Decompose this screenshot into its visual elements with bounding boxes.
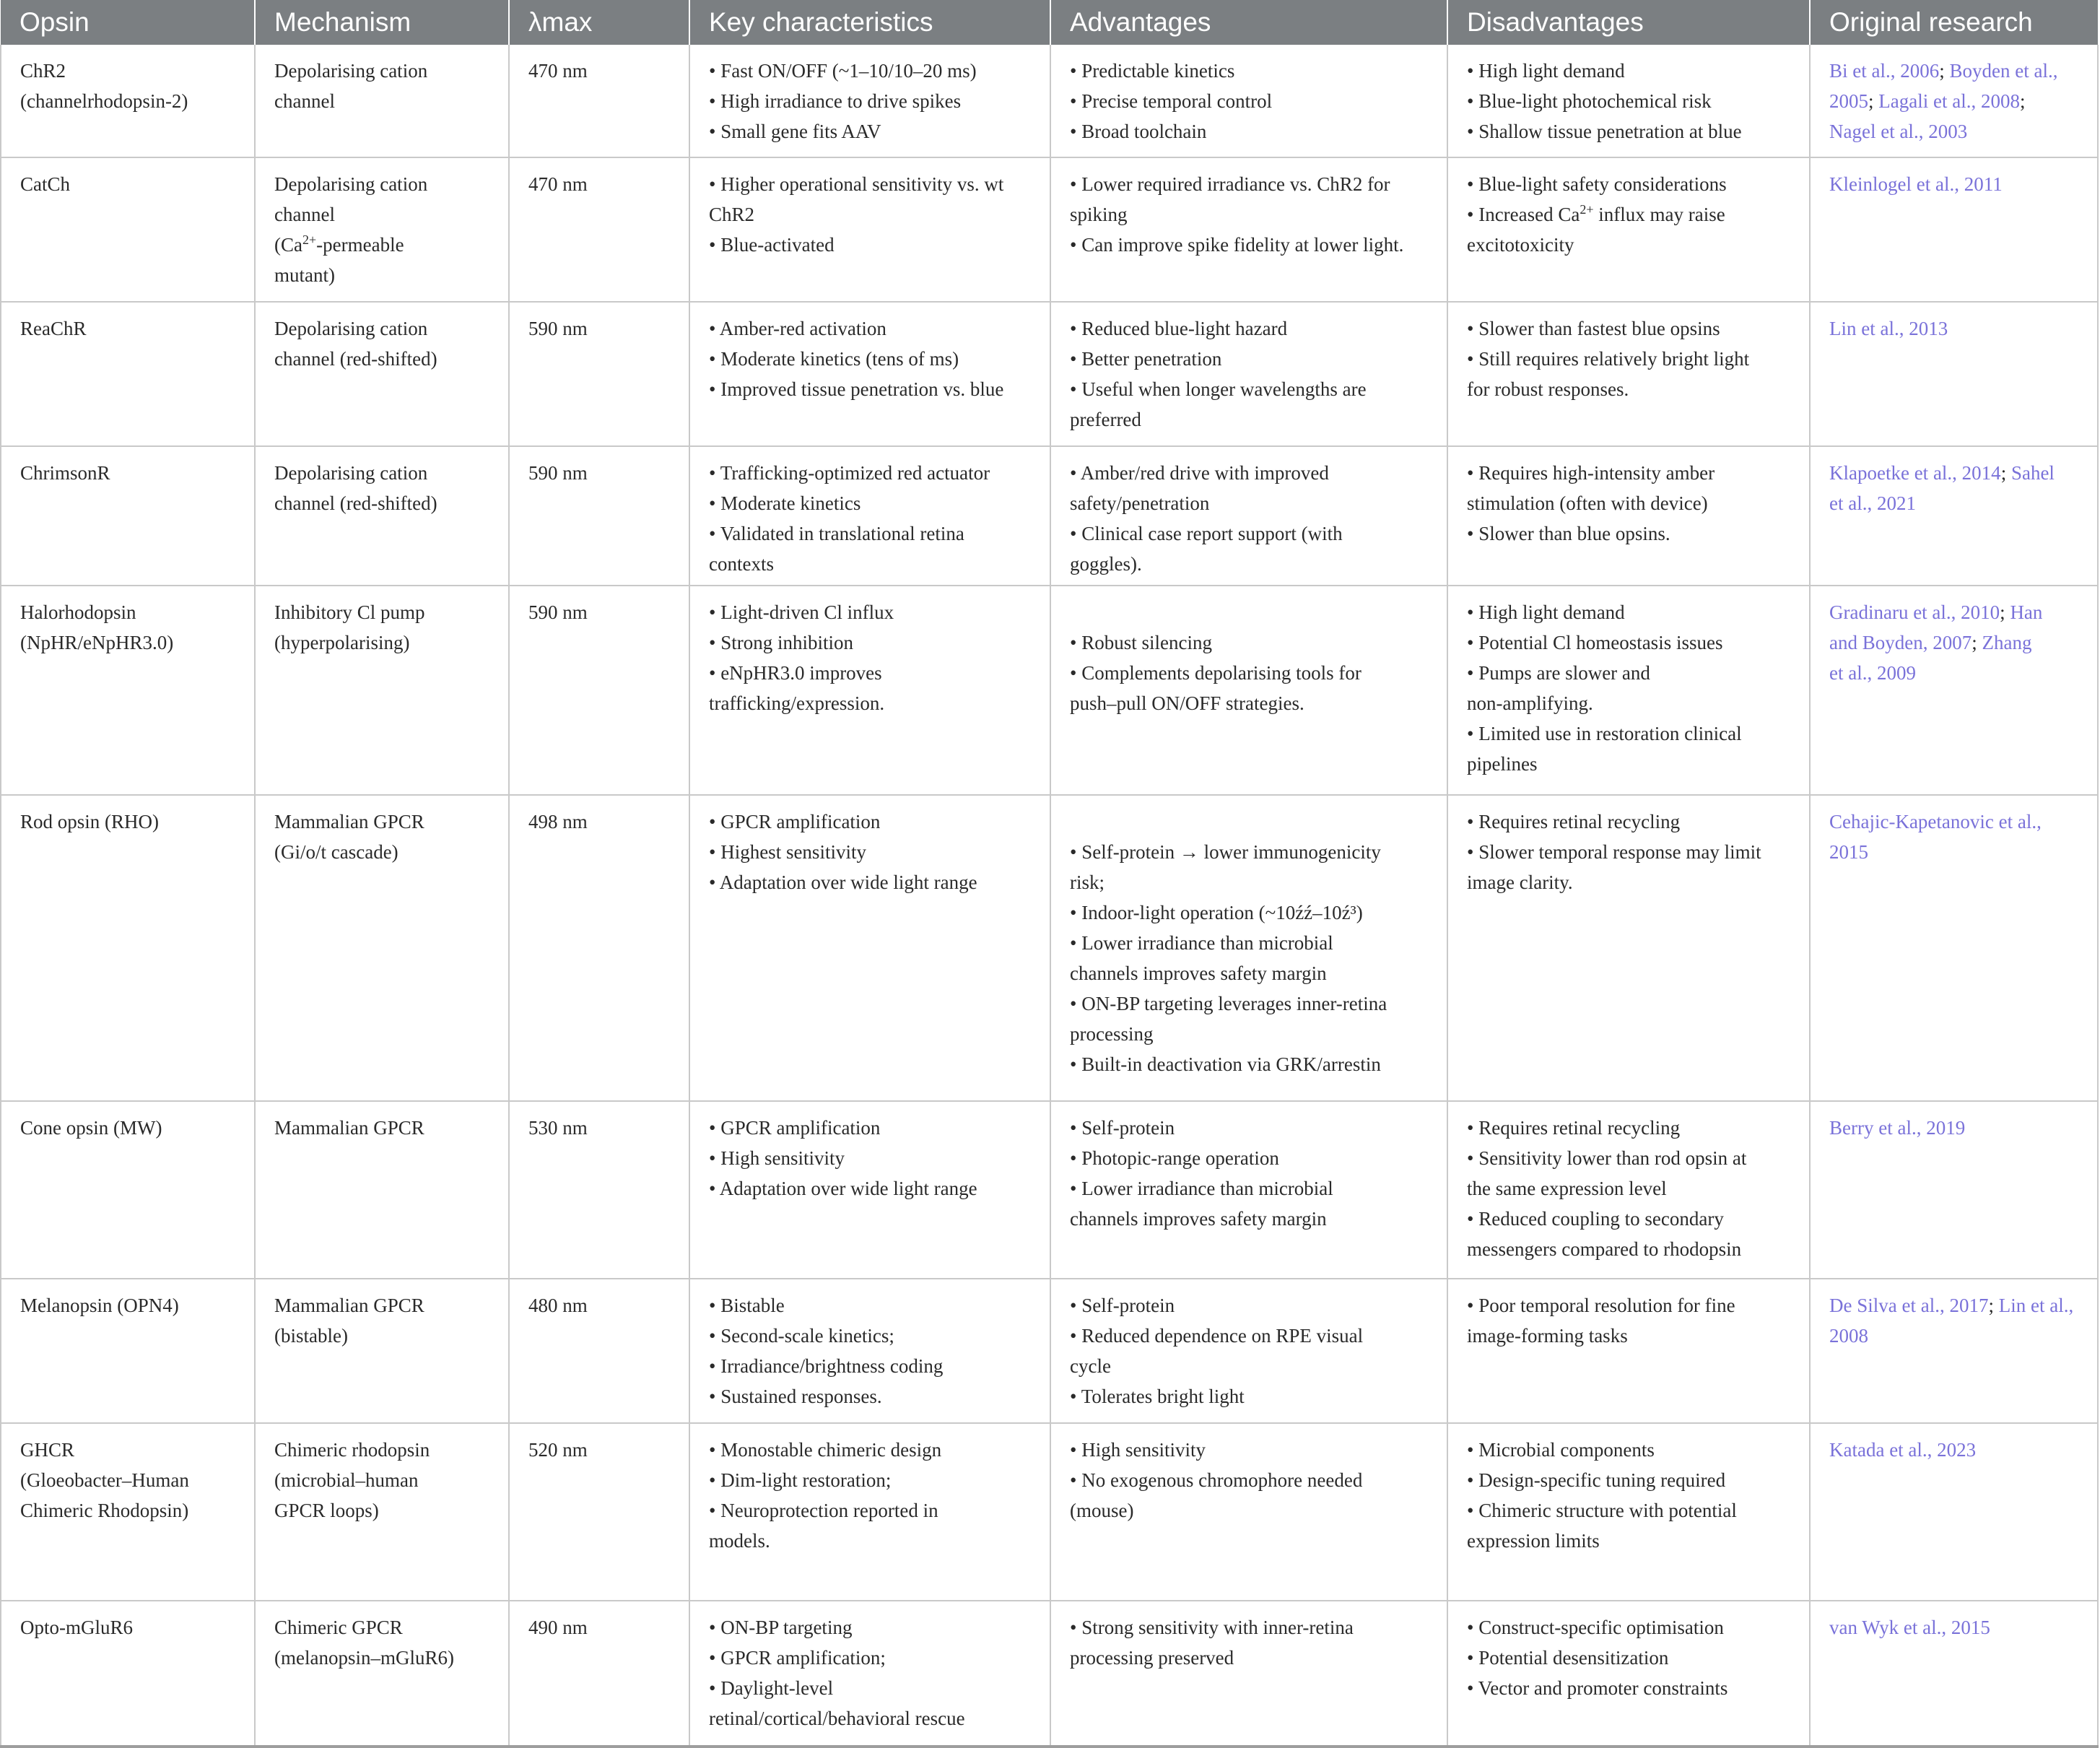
opsin-cell-line: (Gloeobacter–Human <box>20 1469 189 1491</box>
advantages-cell-line: • Strong sensitivity with inner-retina <box>1070 1617 1354 1638</box>
opsin-cell-line: ReaChR <box>20 318 87 339</box>
disadvantages-cell <box>1447 1423 1810 1601</box>
advantages-cell-line: • Complements depolarising tools for <box>1070 662 1361 684</box>
mechanism-cell <box>255 1423 509 1601</box>
advantages-cell-line: • Better penetration <box>1070 348 1222 370</box>
table-header <box>1 0 2098 45</box>
disadvantages-cell-line: • Blue-light photochemical risk <box>1467 90 1712 112</box>
reference-link[interactable]: Lin et al., <box>1998 1295 2074 1316</box>
lambda-max-cell: 530 nm <box>509 1101 689 1279</box>
original-research-cell <box>1810 1423 2098 1601</box>
key-characteristics-cell-line: • Neuroprotection reported in <box>709 1500 938 1521</box>
mechanism-cell <box>255 795 509 1101</box>
disadvantages-cell-line: • High light demand <box>1467 601 1625 623</box>
reference-link[interactable]: De Silva et al., 2017 <box>1829 1295 1989 1316</box>
column-header-key-characteristics: Key characteristics <box>689 0 1050 45</box>
key-characteristics-cell-line: • Strong inhibition <box>709 632 853 653</box>
advantages-cell-line: • Photopic-range operation <box>1070 1147 1279 1169</box>
key-characteristics-cell-line: • GPCR amplification; <box>709 1647 886 1669</box>
key-characteristics-cell <box>689 446 1050 586</box>
opsin-cell-line: (channelrhodopsin-2) <box>20 90 188 112</box>
disadvantages-cell-line: • Limited use in restoration clinical <box>1467 723 1742 744</box>
advantages-cell-line: spiking <box>1070 204 1128 225</box>
advantages-cell-line: • Tolerates bright light <box>1070 1386 1245 1407</box>
mechanism-cell <box>255 157 509 302</box>
advantages-cell <box>1050 1601 1447 1747</box>
reference-line <box>1829 56 2087 86</box>
reference-link[interactable]: Klapoetke et al., 2014 <box>1829 462 2001 484</box>
disadvantages-cell-line: for robust responses. <box>1467 378 1629 400</box>
opsin-cell-line: (NpHR/eNpHR3.0) <box>20 632 174 653</box>
reference-line <box>1829 658 2087 688</box>
opsin-cell-line: GHCR <box>20 1439 75 1461</box>
key-characteristics-cell-line: • Moderate kinetics <box>709 492 861 514</box>
column-header-disadvantages: Disadvantages <box>1447 0 1810 45</box>
reference-line <box>1829 806 2087 837</box>
disadvantages-cell <box>1447 586 1810 795</box>
disadvantages-cell-line: • High light demand <box>1467 60 1625 82</box>
advantages-cell <box>1050 45 1447 157</box>
mechanism-cell <box>255 1601 509 1747</box>
mechanism-cell-line: channel (red-shifted) <box>274 348 437 370</box>
reference-link[interactable]: et al., 2009 <box>1829 662 1916 684</box>
advantages-cell-line: preferred <box>1070 409 1141 430</box>
opsin-cell <box>1 1101 255 1279</box>
opsin-cell <box>1 1279 255 1423</box>
column-header-mechanism: Mechanism <box>255 0 509 45</box>
advantages-cell <box>1050 1423 1447 1601</box>
disadvantages-cell <box>1447 446 1810 586</box>
reference-separator: ; <box>1939 60 1950 82</box>
reference-link[interactable]: 2008 <box>1829 1325 1868 1347</box>
cell-spacer <box>1070 597 1437 627</box>
advantages-cell <box>1050 1101 1447 1279</box>
mechanism-cell-line: mutant) <box>274 264 335 286</box>
table-row <box>1 1279 2098 1423</box>
mechanism-cell-line: Depolarising cation <box>274 318 428 339</box>
mechanism-cell-line: channel <box>274 204 335 225</box>
advantages-cell-line: risk; <box>1070 871 1105 893</box>
key-characteristics-cell-line: • Dim-light restoration; <box>709 1469 892 1491</box>
disadvantages-cell-line: • Construct-specific optimisation <box>1467 1617 1724 1638</box>
disadvantages-cell-line: image clarity. <box>1467 871 1573 893</box>
mechanism-cell-line: channel (red-shifted) <box>274 492 437 514</box>
table-row <box>1 586 2098 795</box>
table-row <box>1 157 2098 302</box>
reference-link[interactable]: Boyden et al., <box>1949 60 2058 82</box>
opsin-cell <box>1 1601 255 1747</box>
original-research-cell <box>1810 1101 2098 1279</box>
reference-separator: ; <box>2000 601 2010 623</box>
column-header-original-research: Original research <box>1810 0 2098 45</box>
opsin-cell-line: Rod opsin (RHO) <box>20 811 160 832</box>
mechanism-cell-line: Mammalian GPCR <box>274 811 424 832</box>
reference-separator: ; <box>2000 462 2011 484</box>
disadvantages-cell-line: • Chimeric structure with potential <box>1467 1500 1737 1521</box>
reference-link[interactable]: Kleinlogel et al., 2011 <box>1829 173 2003 195</box>
reference-link[interactable]: Sahel <box>2010 462 2055 484</box>
advantages-cell-line: processing preserved <box>1070 1647 1234 1669</box>
advantages-cell-line: channels improves safety margin <box>1070 962 1327 984</box>
opsin-cell-line: ChR2 <box>20 60 66 82</box>
disadvantages-cell-line: • Still requires relatively bright light <box>1467 348 1750 370</box>
key-characteristics-cell-line: • Bistable <box>709 1295 785 1316</box>
disadvantages-cell-line: • Slower temporal response may limit <box>1467 841 1761 863</box>
reference-link[interactable]: Han <box>2010 601 2043 623</box>
advantages-cell-line: • Useful when longer wavelengths are <box>1070 378 1367 400</box>
key-characteristics-cell-line: • High irradiance to drive spikes <box>709 90 962 112</box>
key-characteristics-cell <box>689 1101 1050 1279</box>
reference-line <box>1829 1290 2087 1321</box>
advantages-cell-line: • No exogenous chromophore needed <box>1070 1469 1363 1491</box>
advantages-cell-line: • Precise temporal control <box>1070 90 1273 112</box>
advantages-cell-line: processing <box>1070 1023 1154 1045</box>
advantages-cell <box>1050 157 1447 302</box>
mechanism-cell-line: GPCR loops) <box>274 1500 379 1521</box>
advantages-cell-line: • Indoor-light operation (~10źź–10ź³) <box>1070 902 1363 923</box>
reference-link[interactable]: and Boyden, 2007 <box>1829 632 1972 653</box>
reference-link[interactable]: Lin et al., 2013 <box>1829 318 1948 339</box>
advantages-cell-line: channels improves safety margin <box>1070 1208 1327 1230</box>
key-characteristics-cell-line: • Second-scale kinetics; <box>709 1325 894 1347</box>
advantages-cell <box>1050 1279 1447 1423</box>
reference-separator: ; <box>1988 1295 1999 1316</box>
mechanism-cell-line: (bistable) <box>274 1325 348 1347</box>
key-characteristics-cell-line: • Fast ON/OFF (~1–10/10–20 ms) <box>709 60 977 82</box>
opsin-cell <box>1 1423 255 1601</box>
column-header-lambda-max: λmax <box>509 0 689 45</box>
original-research-cell <box>1810 1601 2098 1747</box>
reference-link[interactable]: 2005 <box>1829 90 1868 112</box>
key-characteristics-cell-line: • Monostable chimeric design <box>709 1439 942 1461</box>
key-characteristics-cell-line: • ON-BP targeting <box>709 1617 853 1638</box>
mechanism-cell <box>255 446 509 586</box>
key-characteristics-cell <box>689 302 1050 446</box>
disadvantages-cell-line: • Microbial components <box>1467 1439 1655 1461</box>
advantages-cell-line: • Self-protein → lower immunogenicity <box>1070 841 1381 863</box>
reference-line <box>1829 1435 2087 1465</box>
key-characteristics-cell-line: • Trafficking-optimized red actuator <box>709 462 990 484</box>
reference-line <box>1829 313 2087 344</box>
advantages-cell-line: • Reduced dependence on RPE visual <box>1070 1325 1364 1347</box>
cell-spacer <box>1070 806 1437 837</box>
lambda-max-cell: 470 nm <box>509 45 689 157</box>
reference-link[interactable]: 2015 <box>1829 841 1868 863</box>
disadvantages-cell <box>1447 302 1810 446</box>
key-characteristics-cell <box>689 586 1050 795</box>
key-characteristics-cell-line: • High sensitivity <box>709 1147 845 1169</box>
key-characteristics-cell-line: • eNpHR3.0 improves <box>709 662 882 684</box>
key-characteristics-cell-line: • Highest sensitivity <box>709 841 866 863</box>
key-characteristics-cell <box>689 1279 1050 1423</box>
key-characteristics-cell-line: • Light-driven Cl influx <box>709 601 894 623</box>
reference-link[interactable]: Cehajic-Kapetanovic et al., <box>1829 811 2042 832</box>
advantages-cell-line: • Can improve spike fidelity at lower light. <box>1070 234 1404 256</box>
advantages-cell-line: • Lower irradiance than microbial <box>1070 932 1333 954</box>
opsin-cell-line: Halorhodopsin <box>20 601 136 623</box>
disadvantages-cell-line: • Design-specific tuning required <box>1467 1469 1726 1491</box>
original-research-cell <box>1810 45 2098 157</box>
advantages-cell-line: • Clinical case report support (with <box>1070 523 1343 544</box>
key-characteristics-cell <box>689 45 1050 157</box>
key-characteristics-cell-line: • Amber-red activation <box>709 318 886 339</box>
mechanism-cell-line: Depolarising cation <box>274 60 428 82</box>
mechanism-cell-line: Depolarising cation <box>274 462 428 484</box>
disadvantages-cell-line: • Slower than fastest blue opsins <box>1467 318 1720 339</box>
table-row <box>1 795 2098 1101</box>
opsin-cell-line: Opto-mGluR6 <box>20 1617 134 1638</box>
opsin-cell <box>1 446 255 586</box>
header-row <box>1 0 2098 45</box>
key-characteristics-cell <box>689 795 1050 1101</box>
disadvantages-cell-line: • Shallow tissue penetration at blue <box>1467 121 1742 142</box>
mechanism-cell <box>255 1101 509 1279</box>
key-characteristics-cell-line: contexts <box>709 553 774 575</box>
key-characteristics-cell-line: • Adaptation over wide light range <box>709 871 977 893</box>
opsin-cell-line: Cone opsin (MW) <box>20 1117 162 1139</box>
opsin-cell-line: Melanopsin (OPN4) <box>20 1295 179 1316</box>
mechanism-cell-line: (melanopsin–mGluR6) <box>274 1647 454 1669</box>
advantages-cell-line: • Amber/red drive with improved <box>1070 462 1329 484</box>
key-characteristics-cell-line: • Improved tissue penetration vs. blue <box>709 378 1004 400</box>
advantages-cell <box>1050 795 1447 1101</box>
advantages-cell-line: goggles). <box>1070 553 1142 575</box>
advantages-cell-line: (mouse) <box>1070 1500 1134 1521</box>
advantages-cell-line: • Robust silencing <box>1070 632 1212 653</box>
reference-separator: ; <box>1972 632 1982 653</box>
key-characteristics-cell-line: • Moderate kinetics (tens of ms) <box>709 348 959 370</box>
disadvantages-cell-line: • Increased $Ca^{2+}$ influx may raise <box>1467 202 1725 225</box>
disadvantages-cell <box>1447 157 1810 302</box>
reference-separator: ; <box>1868 90 1879 112</box>
key-characteristics-cell-line: trafficking/expression. <box>709 692 885 714</box>
table-row <box>1 446 2098 586</box>
disadvantages-cell-line: • Requires retinal recycling <box>1467 811 1681 832</box>
advantages-cell <box>1050 586 1447 795</box>
advantages-cell-line: • Self-protein <box>1070 1117 1175 1139</box>
mechanism-cell-line: (microbial–human <box>274 1469 419 1491</box>
key-characteristics-cell <box>689 1601 1050 1747</box>
advantages-cell-line: • Self-protein <box>1070 1295 1175 1316</box>
disadvantages-cell-line: • Blue-light safety considerations <box>1467 173 1727 195</box>
mechanism-cell <box>255 1279 509 1423</box>
reference-line <box>1829 116 2087 147</box>
opsin-cell <box>1 45 255 157</box>
table-row <box>1 1423 2098 1601</box>
lambda-max-cell: 520 nm <box>509 1423 689 1601</box>
advantages-cell-line: • Lower required irradiance vs. ChR2 for <box>1070 173 1390 195</box>
mechanism-cell-line: Depolarising cation <box>274 173 428 195</box>
lambda-max-cell: 590 nm <box>509 586 689 795</box>
mechanism-cell-line: Mammalian GPCR <box>274 1117 424 1139</box>
key-characteristics-cell-line: • Adaptation over wide light range <box>709 1178 977 1199</box>
disadvantages-cell <box>1447 1101 1810 1279</box>
mechanism-cell <box>255 302 509 446</box>
reference-link[interactable]: Katada et al., 2023 <box>1829 1439 1977 1461</box>
key-characteristics-cell-line: models. <box>709 1530 770 1552</box>
key-characteristics-cell-line: • Blue-activated <box>709 234 835 256</box>
mechanism-cell-line: Chimeric GPCR <box>274 1617 403 1638</box>
reference-link[interactable]: Gradinaru et al., 2010 <box>1829 601 2000 623</box>
advantages-cell-line: safety/penetration <box>1070 492 1210 514</box>
disadvantages-cell-line: • Vector and promoter constraints <box>1467 1677 1728 1699</box>
reference-link[interactable]: Lagali et al., 2008 <box>1878 90 2020 112</box>
original-research-cell <box>1810 302 2098 446</box>
key-characteristics-cell-line: ChR2 <box>709 204 755 225</box>
disadvantages-cell-line: excitotoxicity <box>1467 234 1574 256</box>
disadvantages-cell <box>1447 1279 1810 1423</box>
advantages-cell-line: push–pull ON/OFF strategies. <box>1070 692 1304 714</box>
table-row <box>1 1101 2098 1279</box>
opsin-cell <box>1 795 255 1101</box>
key-characteristics-cell-line: • Higher operational sensitivity vs. wt <box>709 173 1004 195</box>
disadvantages-cell <box>1447 1601 1810 1747</box>
key-characteristics-cell-line: • GPCR amplification <box>709 1117 881 1139</box>
mechanism-cell-line: Chimeric rhodopsin <box>274 1439 430 1461</box>
disadvantages-cell-line: • Requires retinal recycling <box>1467 1117 1681 1139</box>
disadvantages-cell-line: stimulation (often with device) <box>1467 492 1708 514</box>
disadvantages-cell-line: • Potential Cl homeostasis issues <box>1467 632 1723 653</box>
table-body <box>1 45 2098 1747</box>
lambda-max-cell: 480 nm <box>509 1279 689 1423</box>
original-research-cell <box>1810 446 2098 586</box>
original-research-cell <box>1810 586 2098 795</box>
disadvantages-cell-line: • Slower than blue opsins. <box>1467 523 1670 544</box>
reference-link[interactable]: Nagel et al., 2003 <box>1829 121 1968 142</box>
disadvantages-cell-line: • Pumps are slower and <box>1467 662 1650 684</box>
advantages-cell <box>1050 446 1447 586</box>
disadvantages-cell <box>1447 45 1810 157</box>
reference-line <box>1829 488 2087 518</box>
column-header-advantages: Advantages <box>1050 0 1447 45</box>
table-row <box>1 45 2098 157</box>
reference-line <box>1829 597 2087 627</box>
opsin-cell <box>1 302 255 446</box>
mechanism-cell-line: channel <box>274 90 335 112</box>
column-header-opsin: Opsin <box>1 0 255 45</box>
advantages-cell <box>1050 302 1447 446</box>
mechanism-cell <box>255 586 509 795</box>
key-characteristics-cell-line: • Validated in translational retina <box>709 523 964 544</box>
reference-line <box>1829 169 2087 199</box>
disadvantages-cell-line: pipelines <box>1467 753 1538 775</box>
key-characteristics-cell-line: • Small gene fits AAV <box>709 121 881 142</box>
disadvantages-cell <box>1447 795 1810 1101</box>
key-characteristics-cell-line: • Sustained responses. <box>709 1386 882 1407</box>
reference-link[interactable]: van Wyk et al., 2015 <box>1829 1617 1990 1638</box>
lambda-max-cell: 470 nm <box>509 157 689 302</box>
mechanism-cell-line: (hyperpolarising) <box>274 632 410 653</box>
mechanism-cell-line: (Gi/o/t cascade) <box>274 841 398 863</box>
reference-link[interactable]: Bi et al., 2006 <box>1829 60 1940 82</box>
original-research-cell <box>1810 795 2098 1101</box>
advantages-cell-line: • ON-BP targeting leverages inner-retina <box>1070 993 1387 1014</box>
key-characteristics-cell <box>689 1423 1050 1601</box>
key-characteristics-cell-line: retinal/cortical/behavioral rescue <box>709 1708 965 1729</box>
reference-separator: ; <box>2019 90 2026 112</box>
mechanism-cell-line: Mammalian GPCR <box>274 1295 424 1316</box>
disadvantages-cell-line: expression limits <box>1467 1530 1600 1552</box>
original-research-cell <box>1810 1279 2098 1423</box>
disadvantages-cell-line: messengers compared to rhodopsin <box>1467 1238 1742 1260</box>
reference-link[interactable]: Berry et al., 2019 <box>1829 1117 1966 1139</box>
advantages-cell-line: cycle <box>1070 1355 1111 1377</box>
advantages-cell-line: • Broad toolchain <box>1070 121 1207 142</box>
opsin-cell <box>1 586 255 795</box>
key-characteristics-cell-line: • Daylight-level <box>709 1677 834 1699</box>
key-characteristics-cell-line: • Irradiance/brightness coding <box>709 1355 944 1377</box>
reference-line <box>1829 458 2087 488</box>
reference-line <box>1829 1321 2087 1351</box>
advantages-cell-line: • Lower irradiance than microbial <box>1070 1178 1333 1199</box>
lambda-max-cell: 590 nm <box>509 302 689 446</box>
opsin-cell-line: ChrimsonR <box>20 462 110 484</box>
disadvantages-cell-line: • Reduced coupling to secondary <box>1467 1208 1724 1230</box>
opsin-cell-line: CatCh <box>20 173 71 195</box>
disadvantages-cell-line: • Poor temporal resolution for fine <box>1467 1295 1735 1316</box>
reference-line <box>1829 627 2087 658</box>
advantages-cell-line: • Reduced blue-light hazard <box>1070 318 1288 339</box>
lambda-max-cell: 498 nm <box>509 795 689 1101</box>
table-row <box>1 1601 2098 1747</box>
advantages-cell-line: • Built-in deactivation via GRK/arrestin <box>1070 1053 1381 1075</box>
key-characteristics-cell <box>689 157 1050 302</box>
disadvantages-cell-line: non-amplifying. <box>1467 692 1593 714</box>
disadvantages-cell-line: • Sensitivity lower than rod opsin at <box>1467 1147 1747 1169</box>
disadvantages-cell-line: image-forming tasks <box>1467 1325 1628 1347</box>
advantages-cell-line: • Predictable kinetics <box>1070 60 1235 82</box>
mechanism-cell <box>255 45 509 157</box>
disadvantages-cell-line: • Potential desensitization <box>1467 1647 1669 1669</box>
reference-link[interactable]: Zhang <box>1982 632 2032 653</box>
reference-line <box>1829 837 2087 867</box>
mechanism-cell-line: ($Ca^{2+}$-permeable <box>274 232 404 256</box>
disadvantages-cell-line: the same expression level <box>1467 1178 1667 1199</box>
mechanism-cell-line: Inhibitory Cl pump <box>274 601 425 623</box>
lambda-max-cell: 490 nm <box>509 1601 689 1747</box>
reference-line <box>1829 86 2087 116</box>
reference-line <box>1829 1113 2087 1143</box>
original-research-cell <box>1810 157 2098 302</box>
table-row <box>1 302 2098 446</box>
lambda-max-cell: 590 nm <box>509 446 689 586</box>
opsin-cell <box>1 157 255 302</box>
reference-line <box>1829 1612 2087 1643</box>
advantages-cell-line: • High sensitivity <box>1070 1439 1206 1461</box>
reference-link[interactable]: et al., 2021 <box>1829 492 1916 514</box>
key-characteristics-cell-line: • GPCR amplification <box>709 811 881 832</box>
opsin-cell-line: Chimeric Rhodopsin) <box>20 1500 189 1521</box>
disadvantages-cell-line: • Requires high-intensity amber <box>1467 462 1715 484</box>
